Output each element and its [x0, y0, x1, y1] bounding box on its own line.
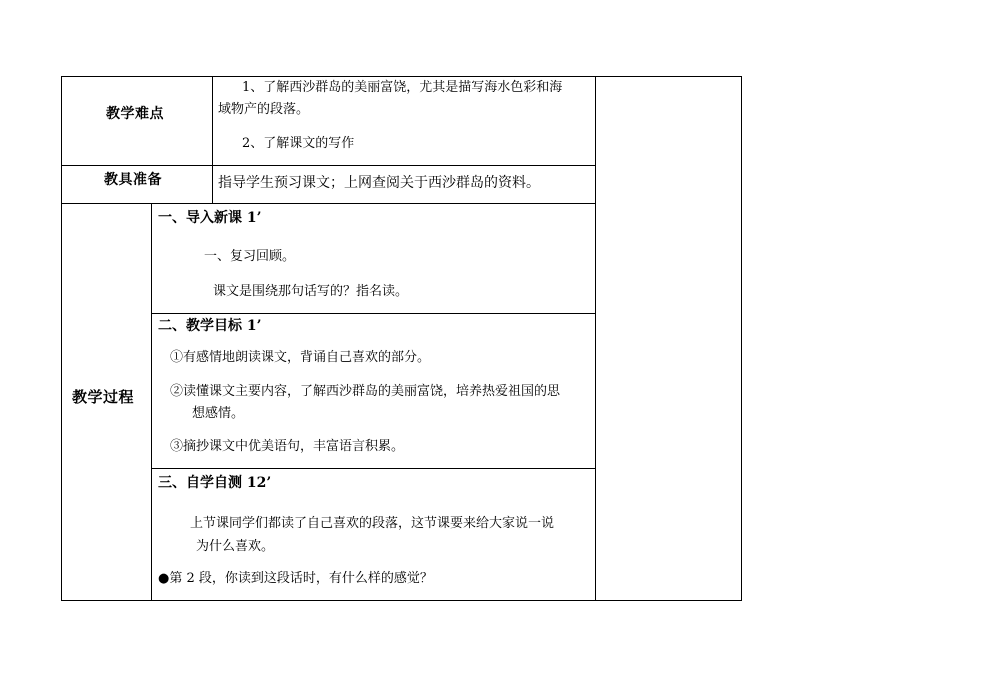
row2-text: 指导学生预习课文；上网查阅关于西沙群岛的资料。	[218, 175, 540, 191]
row1-line-2: 域物产的段落。	[218, 102, 310, 117]
process-label: 教学过程	[72, 388, 135, 406]
section2-line-2: ②读懂课文主要内容，了解西沙群岛的美丽富饶，培养热爱祖国的思	[170, 384, 561, 399]
section3-line-1: 上节课同学们都读了自己喜欢的段落，这节课要来给大家说一说	[190, 516, 555, 531]
section1-line-2: 课文是围绕那句话写的？指名读。	[213, 284, 409, 299]
row1-label: 教学难点	[106, 106, 164, 122]
section2-line-4: ③摘抄课文中优美语句，丰富语言积累。	[170, 439, 405, 454]
right-margin-cell	[595, 76, 742, 601]
section2-line-3: 想感情。	[192, 406, 245, 421]
row1-line-3: 2、了解课文的写作	[242, 136, 355, 151]
section1-line-1: 一、复习回顾。	[204, 249, 296, 264]
row1-line-1: 1、了解西沙群岛的美丽富饶，尤其是描写海水色彩和海	[242, 80, 563, 95]
section3-line-2: 为什么喜欢。	[196, 539, 275, 554]
section2-line-1: ①有感情地朗读课文，背诵自己喜欢的部分。	[170, 350, 431, 365]
section1-title: 一、导入新课 1’	[158, 210, 262, 226]
section2-title: 二、教学目标 1’	[158, 318, 262, 334]
section3-line-3: ●第 2 段，你读到这段话时，有什么样的感觉？	[158, 571, 433, 586]
section3-title: 三、自学自测 12’	[158, 475, 272, 491]
row2-label: 教具准备	[104, 172, 162, 188]
